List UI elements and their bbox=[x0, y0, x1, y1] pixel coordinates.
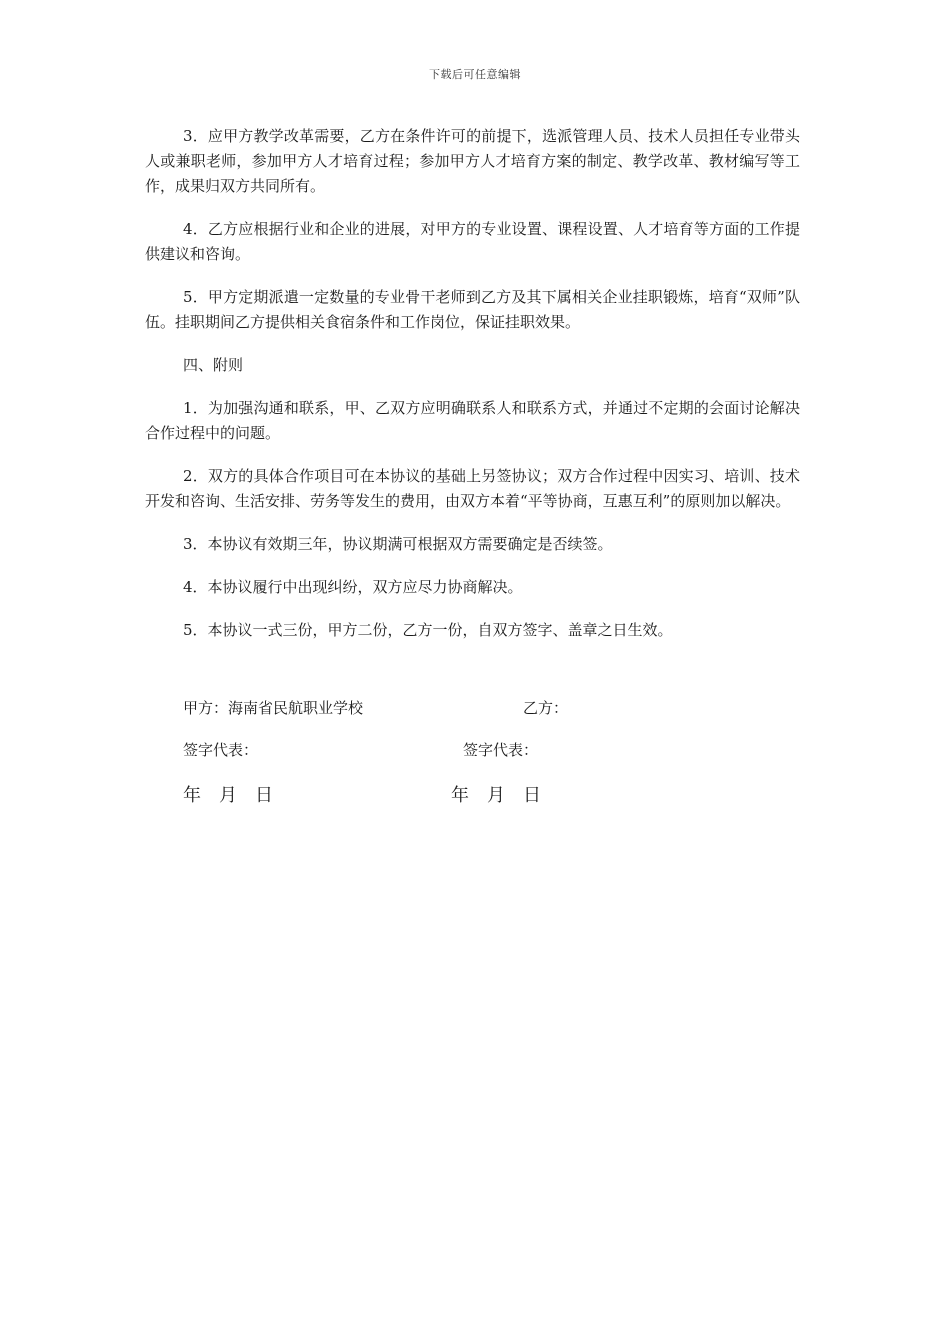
party-b-label: 乙方： bbox=[523, 699, 569, 717]
appendix-paragraph-2: 2．双方的具体合作项目可在本协议的基础上另签协议；双方合作过程中因实习、培训、技术开发和咨询、生活安排、劳务等发生的费用，由双方本着“平等协商，互惠互利”的原则加以解决。 bbox=[145, 467, 800, 510]
paragraph-4: 4．乙方应根据行业和企业的进展，对甲方的专业设置、课程设置、人才培育等方面的工作提供建议和咨询。 bbox=[145, 220, 800, 263]
date-b: 年 月 日 bbox=[451, 785, 541, 806]
document-body bbox=[145, 124, 800, 661]
header-note: 下载后可任意编辑 bbox=[429, 68, 521, 81]
paragraph-3: 3．应甲方教学改革需要，乙方在条件许可的前提下，选派管理人员、技术人员担任专业带头人或兼职老师，参加甲方人才培育过程；参加甲方人才培育方案的制定、教学改革、教材编写等工作，成果归双方共同所有。 bbox=[145, 127, 800, 195]
representative-row bbox=[183, 739, 783, 764]
date-row bbox=[183, 781, 783, 806]
paragraph-5: 5．甲方定期派遣一定数量的专业骨干老师到乙方及其下属相关企业挂职锻炼，培育“双师”队伍。挂职期间乙方提供相关食宿条件和工作岗位，保证挂职效果。 bbox=[145, 288, 800, 331]
date-a: 年 月 日 bbox=[183, 785, 273, 806]
appendix-paragraph-4: 4．本协议履行中出现纠纷，双方应尽力协商解决。 bbox=[183, 578, 523, 596]
signature-block bbox=[183, 697, 783, 806]
appendix-paragraph-3: 3．本协议有效期三年，协议期满可根据双方需要确定是否续签。 bbox=[183, 535, 613, 553]
rep-b-label: 签字代表： bbox=[463, 741, 539, 759]
appendix-paragraph-5: 5．本协议一式三份，甲方二份，乙方一份，自双方签字、盖章之日生效。 bbox=[183, 621, 673, 639]
party-row bbox=[183, 697, 783, 722]
appendix-paragraph-1: 1．为加强沟通和联系，甲、乙双方应明确联系人和联系方式，并通过不定期的会面讨论解决合作过程中的问题。 bbox=[145, 399, 800, 442]
rep-a-label: 签字代表： bbox=[183, 741, 259, 759]
party-a-label: 甲方：海南省民航职业学校 bbox=[183, 699, 364, 717]
section-heading: 四、附则 bbox=[183, 356, 244, 374]
